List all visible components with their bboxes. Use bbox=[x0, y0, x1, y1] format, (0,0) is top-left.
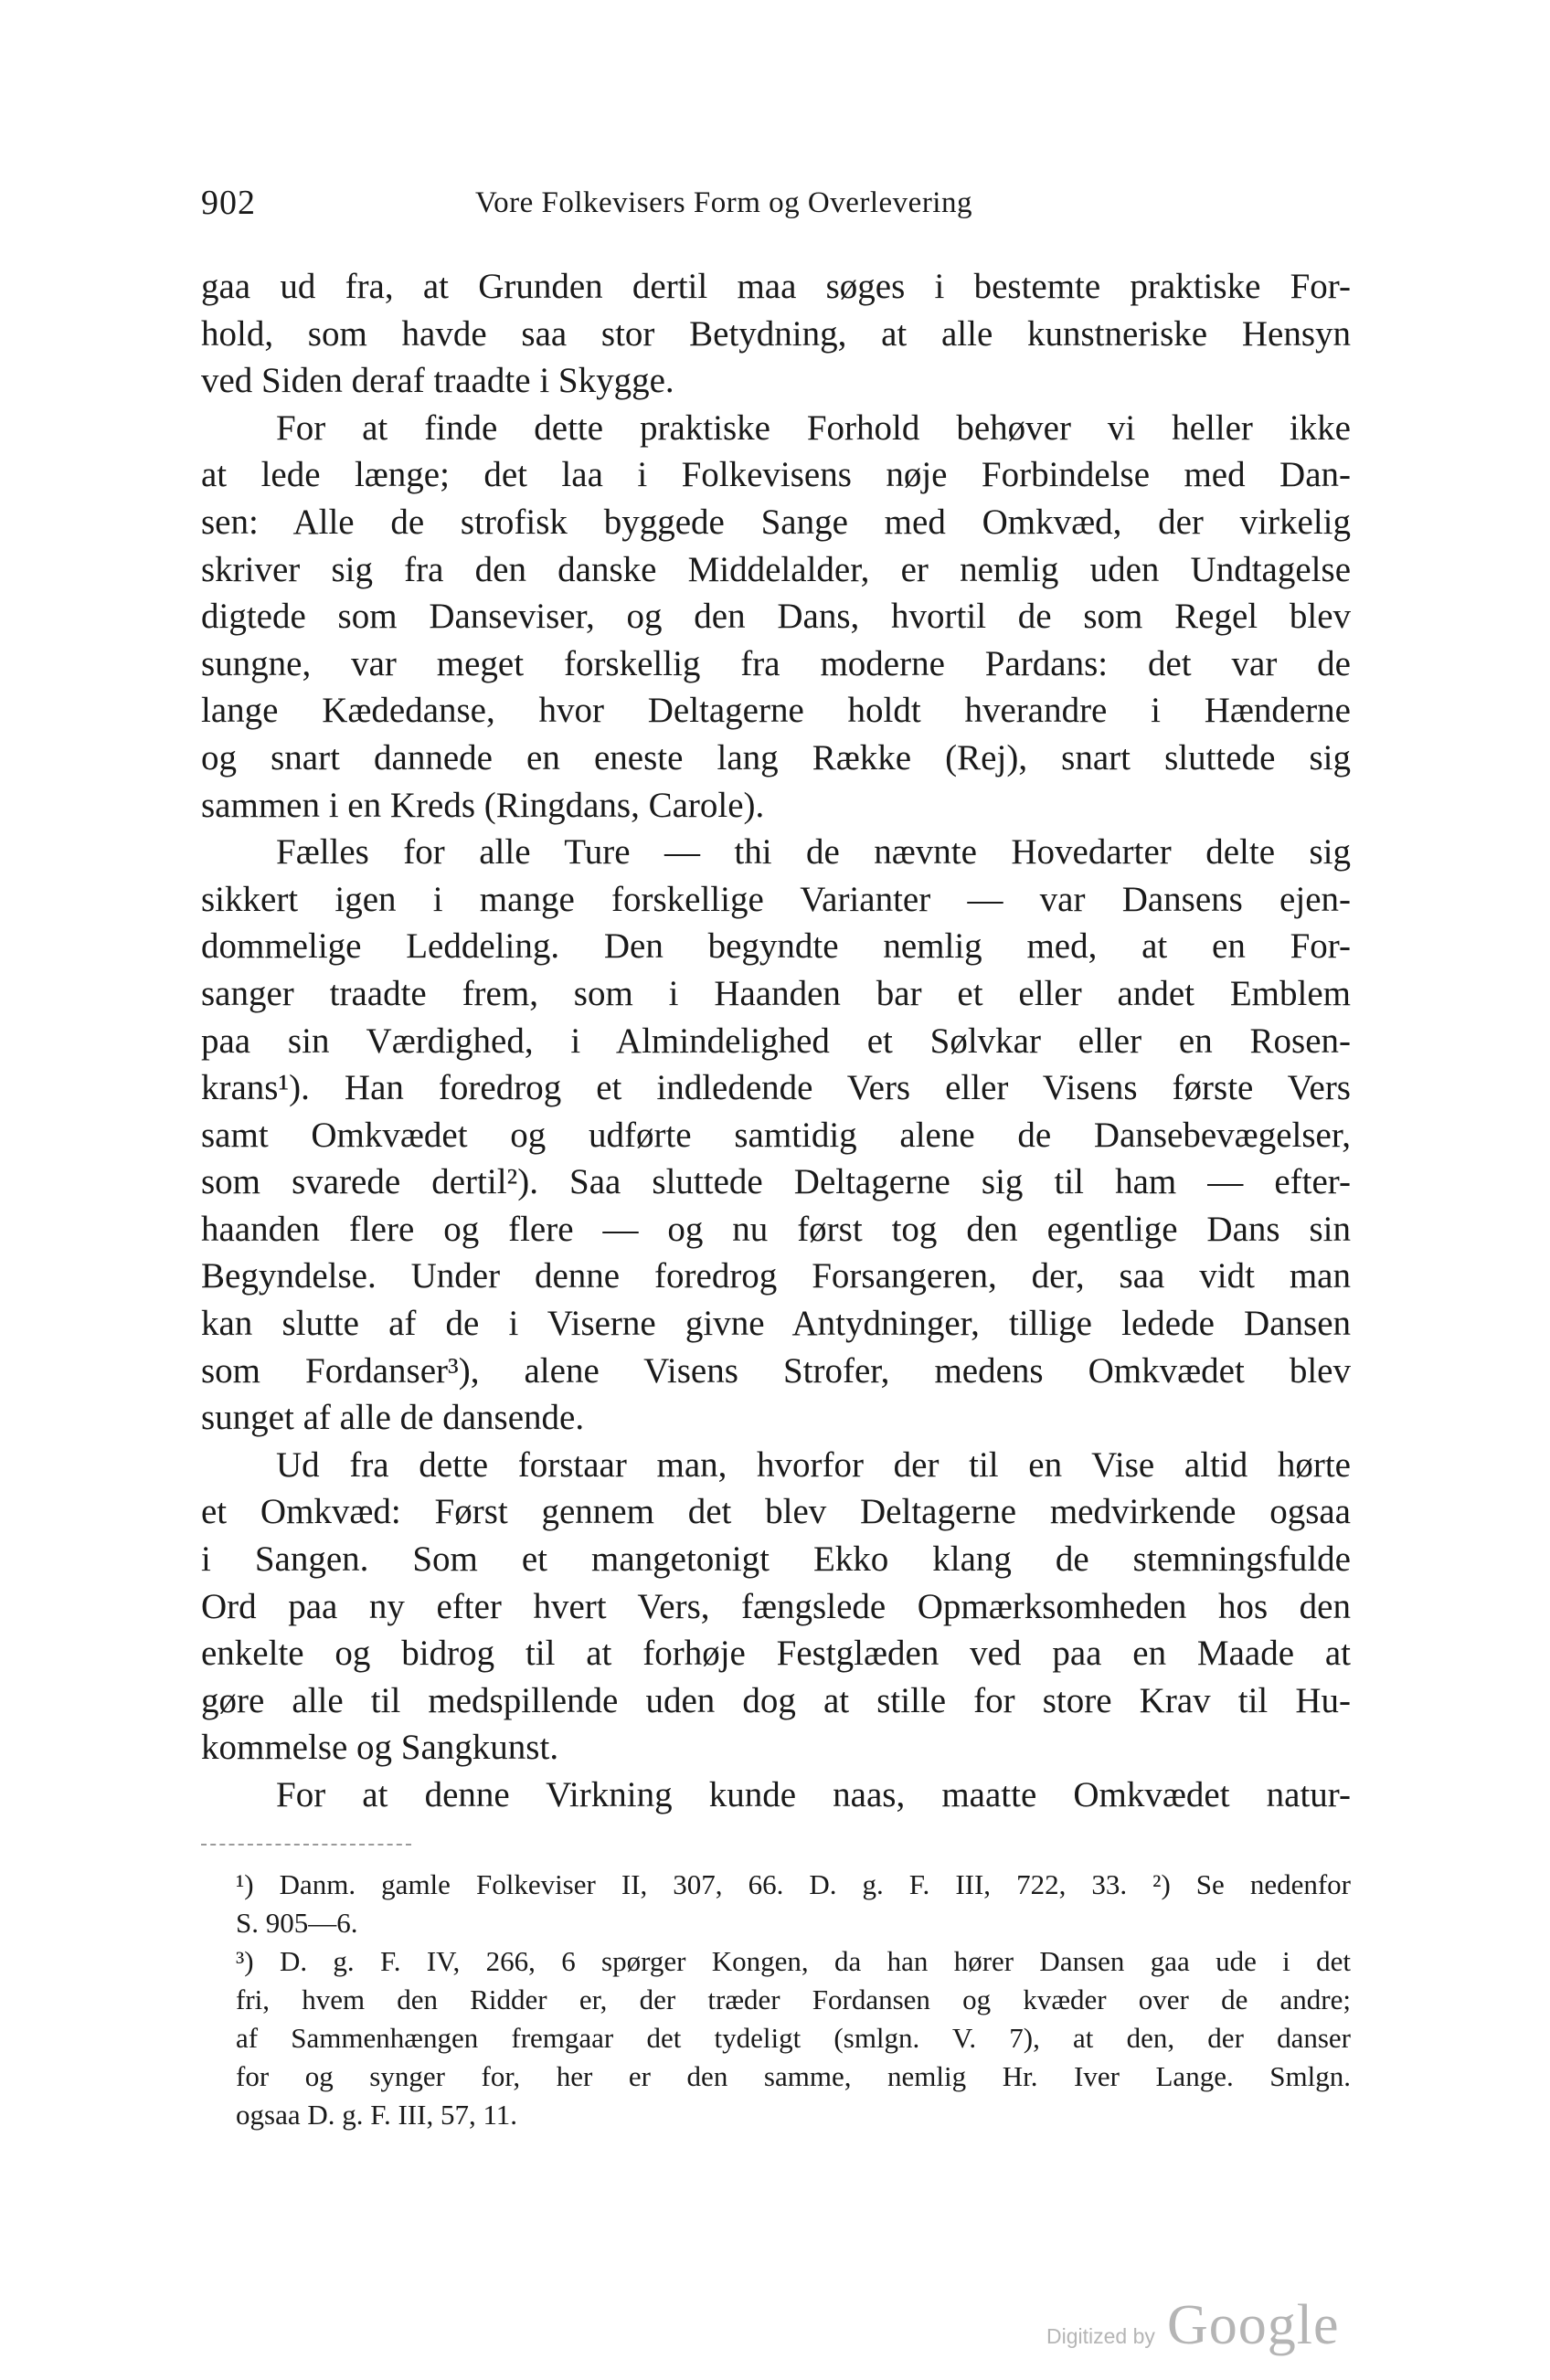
google-logo: Google bbox=[1167, 2294, 1340, 2356]
text-line: kan slutte af de i Viserne givne Antydninger, tillige ledede Dansen bbox=[201, 1304, 1351, 1344]
text-line: haanden flere og flere — og nu først tog den egentlige Dans sin bbox=[201, 1209, 1351, 1249]
footnote-line: ³) D. g. F. IV, 266, 6 spørger Kongen, da han hører Dansen gaa ude i det bbox=[236, 1945, 1351, 1977]
text-line: For at denne Virkning kunde naas, maatte Omkvædet natur- bbox=[276, 1775, 1351, 1814]
text-line: og snart dannede en eneste lang Række (Rej), snart sluttede sig bbox=[201, 737, 1351, 777]
running-title: Vore Folkevisers Form og Overlevering bbox=[475, 186, 972, 219]
text-line: paa sin Værdighed, i Almindelighed et Sølvkar eller en Rosen- bbox=[201, 1021, 1351, 1061]
text-line: Ud fra dette forstaar man, hvorfor der til en Vise altid hørte bbox=[276, 1444, 1351, 1485]
text-line: som svarede dertil²). Saa sluttede Deltagerne sig til ham — efter- bbox=[201, 1162, 1351, 1202]
footnote-line: S. 905—6. bbox=[236, 1907, 358, 1939]
footnote-line: af Sammenhængen fremgaar det tydeligt (smlgn. V. 7), at den, der danser bbox=[236, 2022, 1351, 2054]
text-line: enkelte og bidrog til at forhøje Festglæden ved paa en Maade at bbox=[201, 1634, 1351, 1674]
digitized-watermark bbox=[1046, 2294, 1357, 2359]
text-line: som Fordanser³), alene Visens Strofer, medens Omkvædet blev bbox=[201, 1350, 1351, 1391]
text-line: sammen i en Kreds (Ringdans, Carole). bbox=[201, 785, 765, 825]
text-line: i Sangen. Som et mangetonigt Ekko klang de stemningsfulde bbox=[201, 1539, 1351, 1580]
footnote-line: ¹) Danm. gamle Folkeviser II, 307, 66. D. g. F. III, 722, 33. ²) Se nedenfor bbox=[236, 1868, 1351, 1900]
text-line: For at finde dette praktiske Forhold behøver vi heller ikke bbox=[276, 407, 1351, 448]
text-line: Begyndelse. Under denne foredrog Forsangeren, der, saa vidt man bbox=[201, 1256, 1351, 1296]
watermark-prefix: Digitized by bbox=[1046, 2324, 1155, 2348]
footnotes bbox=[201, 1866, 1351, 2134]
text-line: Ord paa ny efter hvert Vers, fængslede Opmærksomheden hos den bbox=[201, 1586, 1351, 1626]
text-line: lange Kædedanse, hvor Deltagerne holdt hverandre i Hænderne bbox=[201, 691, 1351, 731]
text-line: at lede længe; det laa i Folkevisens nøje Forbindelse med Dan- bbox=[201, 455, 1351, 495]
text-line: gøre alle til medspillende uden dog at stille for store Krav til Hu- bbox=[201, 1680, 1351, 1720]
page-number: 902 bbox=[201, 184, 256, 222]
text-line: sunget af alle de dansende. bbox=[201, 1398, 585, 1438]
text-line: sen: Alle de strofisk byggede Sange med Omkvæd, der virkelig bbox=[201, 502, 1351, 542]
footnote-separator bbox=[201, 1844, 411, 1846]
text-line: sanger traadte frem, som i Haanden bar et eller andet Emblem bbox=[201, 973, 1351, 1013]
text-line: samt Omkvædet og udførte samtidig alene de Dansebevægelser, bbox=[201, 1115, 1351, 1155]
text-line: skriver sig fra den danske Middelalder, er nemlig uden Undtagelse bbox=[201, 549, 1351, 589]
text-line: et Omkvæd: Først gennem det blev Deltagerne medvirkende ogsaa bbox=[201, 1492, 1351, 1532]
text-line: dommelige Leddeling. Den begyndte nemlig med, at en For- bbox=[201, 926, 1351, 967]
text-line: gaa ud fra, at Grunden dertil maa søges i bestemte praktiske For- bbox=[201, 267, 1351, 306]
body-text bbox=[201, 263, 1351, 1819]
text-line: hold, som havde saa stor Betydning, at alle kunstneriske Hensyn bbox=[201, 313, 1351, 354]
text-line: ved Siden deraf traadte i Skygge. bbox=[201, 361, 674, 401]
text-line: krans¹). Han foredrog et indledende Vers eller Visens første Vers bbox=[201, 1068, 1351, 1108]
footnote-line: for og synger for, her er den samme, nemlig Hr. Iver Lange. Smlgn. bbox=[236, 2060, 1351, 2092]
text-line: sungne, var meget forskellig fra moderne Pardans: det var de bbox=[201, 643, 1351, 683]
running-header bbox=[201, 183, 1353, 228]
text-line: digtede som Danseviser, og den Dans, hvortil de som Regel blev bbox=[201, 597, 1351, 637]
text-line: kommelse og Sangkunst. bbox=[201, 1728, 559, 1768]
footnote-line: ogsaa D. g. F. III, 57, 11. bbox=[236, 2099, 518, 2131]
text-line: Fælles for alle Ture — thi de nævnte Hovedarter delte sig bbox=[276, 832, 1351, 873]
text-line: sikkert igen i mange forskellige Varianter — var Dansens ejen- bbox=[201, 879, 1351, 919]
footnote-line: fri, hvem den Ridder er, der træder Fordansen og kvæder over de andre; bbox=[236, 1983, 1351, 2015]
